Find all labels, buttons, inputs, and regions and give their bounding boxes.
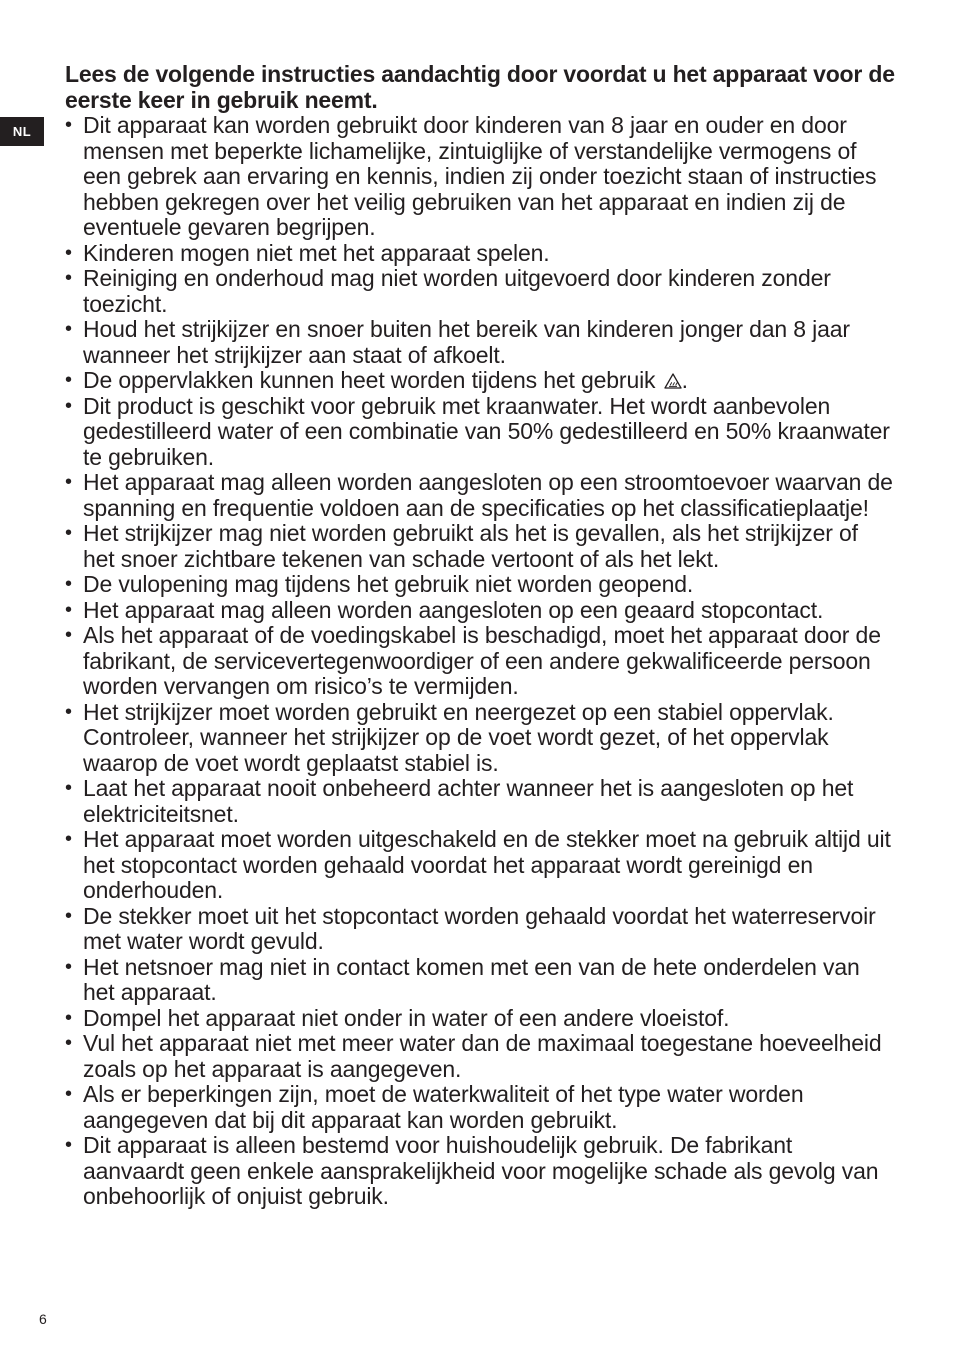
list-item xyxy=(65,904,895,955)
list-item-text: Dompel het apparaat niet onder in water of een andere vloeistof. xyxy=(83,1004,730,1031)
list-item-hot-surface xyxy=(65,368,895,394)
bullet-icon: • xyxy=(65,241,72,264)
list-item xyxy=(65,317,895,368)
list-item xyxy=(65,266,895,317)
bullet-icon: • xyxy=(65,1032,72,1055)
list-item-text: Als er beperkingen zijn, moet de waterkwaliteit of het type water worden aangegeven dat bij dit apparaat kan worden gebruikt. xyxy=(83,1081,804,1133)
list-item xyxy=(65,521,895,572)
list-item-text: Het apparaat mag alleen worden aangesloten op een geaard stopcontact. xyxy=(83,596,824,623)
bullet-icon: • xyxy=(65,598,72,621)
list-item xyxy=(65,700,895,777)
list-item-text: Houd het strijkijzer en snoer buiten het bereik van kinderen jonger dan 8 jaar wanneer het strijkijzer aan staat of afkoelt. xyxy=(83,316,850,368)
bullet-icon: • xyxy=(65,700,72,723)
bullet-icon: • xyxy=(65,1134,72,1157)
list-item xyxy=(65,776,895,827)
list-item xyxy=(65,1031,895,1082)
list-item xyxy=(65,1082,895,1133)
list-item xyxy=(65,470,895,521)
list-item xyxy=(65,394,895,471)
list-item-text: Het netsnoer mag niet in contact komen met een van de hete onderdelen van het apparaat. xyxy=(83,953,860,1006)
bullet-icon: • xyxy=(65,955,72,978)
bullet-icon: • xyxy=(65,369,72,392)
list-item-text: Dit apparaat is alleen bestemd voor huishoudelijk gebruik. De fabrikant aanvaardt geen enkele aansprakelijkheid voor mogelijke schade als gevolg van onbehoorlijk of onjuist gebruik. xyxy=(83,1132,879,1210)
instructions-heading: Lees de volgende instructies aandachtig door voordat u het apparaat voor de eerste keer in gebruik neemt. xyxy=(65,61,895,113)
bullet-icon: • xyxy=(65,1006,72,1029)
list-item xyxy=(65,572,895,598)
bullet-icon: • xyxy=(65,471,72,494)
list-item xyxy=(65,1133,895,1210)
bullet-icon: • xyxy=(65,904,72,927)
list-item xyxy=(65,113,895,241)
bullet-icon: • xyxy=(65,114,72,137)
bullet-icon: • xyxy=(65,318,72,341)
list-item xyxy=(65,623,895,700)
list-item-text: Laat het apparaat nooit onbeheerd achter wanneer het is aangesloten op het elektriciteitsnet. xyxy=(83,775,854,827)
list-item-text: Dit apparaat kan worden gebruikt door kinderen van 8 jaar en ouder en door mensen met beperkte lichamelijke, zintuiglijke of verstandelijke vermogens of een gebrek aan ervaring en kennis, indien zij onder toezicht staan of instructies hebben gekregen over het veilig gebruiken van het apparaat en indien zij de eventuele gevaren begrijpen. xyxy=(83,112,877,241)
bullet-icon: • xyxy=(65,1083,72,1106)
list-item xyxy=(65,827,895,904)
list-item-text: Kinderen mogen niet met het apparaat spelen. xyxy=(83,239,550,266)
list-item-text: Dit product is geschikt voor gebruik met kraanwater. Het wordt aanbevolen gedestilleerd water of een combinatie van 50% gedestilleerd en 50% kraanwater te gebruiken. xyxy=(83,392,890,470)
bullet-icon: • xyxy=(65,394,72,417)
list-item-text: Het apparaat mag alleen worden aangesloten op een stroomtoevoer waarvan de spanning en frequentie voldoen aan de specificaties op het classificatieplaatje! xyxy=(83,469,893,521)
list-item-suffix: . xyxy=(681,367,688,394)
bullet-icon: • xyxy=(65,573,72,596)
list-item xyxy=(65,598,895,624)
list-item-text: Het apparaat moet worden uitgeschakeld en de stekker moet na gebruik altijd uit het stopcontact worden gehaald voordat het apparaat wordt gereinigd en onderhouden. xyxy=(83,826,891,904)
bullet-icon: • xyxy=(65,267,72,290)
hot-surface-warning-icon xyxy=(664,373,682,389)
list-item-text: Het strijkijzer moet worden gebruikt en neergezet op een stabiel oppervlak. Controleer, wanneer het strijkijzer op de voet wordt gezet, of het oppervlak waarop de voet wordt geplaatst stabiel is. xyxy=(83,698,834,776)
list-item-text: Vul het apparaat niet met meer water dan de maximaal toegestane hoeveelheid zoals op het apparaat is aangegeven. xyxy=(83,1030,882,1082)
list-item-text: De stekker moet uit het stopcontact worden gehaald voordat het waterreservoir met water wordt gevuld. xyxy=(83,902,876,955)
bullet-icon: • xyxy=(65,828,72,851)
bullet-icon: • xyxy=(65,624,72,647)
list-item-text: Als het apparaat of de voedingskabel is beschadigd, moet het apparaat door de fabrikant, de servicevertegenwoordiger of een andere gekwalificeerde persoon worden vervangen om risico’s te vermijden. xyxy=(83,622,881,700)
list-item xyxy=(65,955,895,1006)
list-item-text: De vulopening mag tijdens het gebruik niet worden geopend. xyxy=(83,571,694,598)
list-item-text: Reiniging en onderhoud mag niet worden uitgevoerd door kinderen zonder toezicht. xyxy=(83,265,831,317)
safety-instructions xyxy=(65,62,895,1210)
bullet-icon: • xyxy=(65,522,72,545)
page-number: 6 xyxy=(39,1311,47,1327)
list-item-text: Het strijkijzer mag niet worden gebruikt als het is gevallen, als het strijkijzer of het snoer zichtbare tekenen van schade vertoont of als het lekt. xyxy=(83,520,858,572)
list-item xyxy=(65,241,895,267)
list-item-text: De oppervlakken kunnen heet worden tijdens het gebruik xyxy=(83,367,656,394)
safety-list xyxy=(65,113,895,1210)
bullet-icon: • xyxy=(65,777,72,800)
language-tab: NL xyxy=(0,117,44,146)
list-item xyxy=(65,1006,895,1032)
